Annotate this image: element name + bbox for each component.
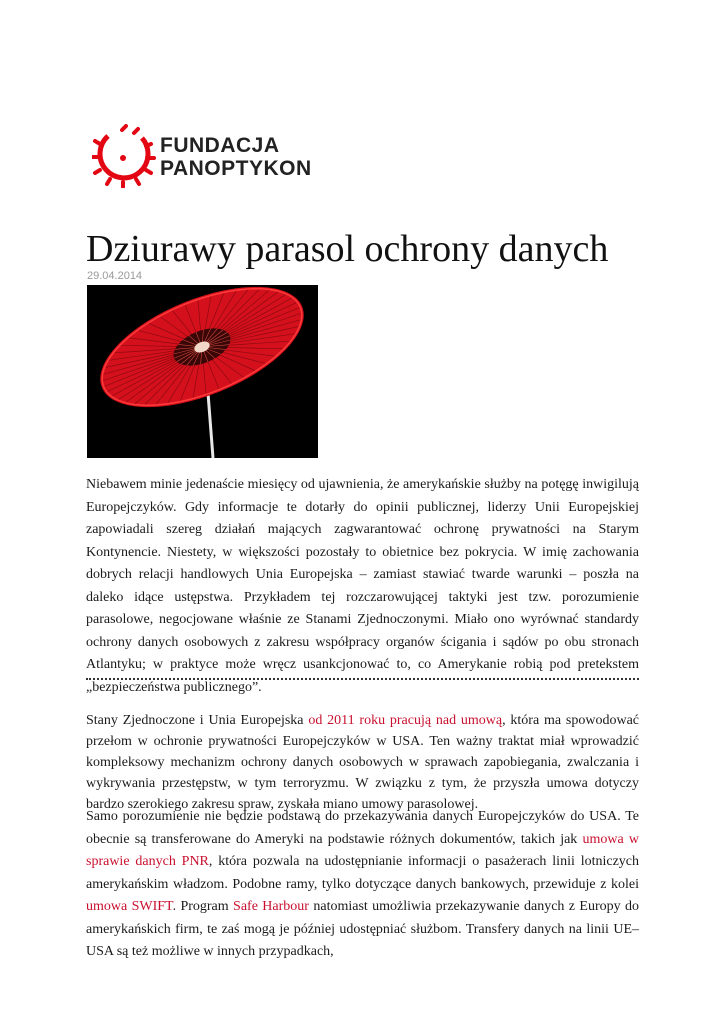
article-date: 29.04.2014 bbox=[87, 270, 143, 282]
p3-text-1: Samo porozumienie nie będzie podstawą do przekazywania danych Europejczyków do USA. Te obecnie są transferowane do Ameryki na podstawie różnych dokumentów, takich jak bbox=[86, 809, 639, 847]
link-umowa-swift[interactable]: umowa SWIFT bbox=[86, 899, 173, 914]
link-umowa-2011[interactable]: od 2011 roku pracują nad umową bbox=[308, 713, 503, 728]
p3-text-3: . Program bbox=[172, 899, 234, 914]
p2-text-after: , która ma spowodować przełom w ochronie prywatności Europejczyków w USA. Ten ważny traktat miał wprowadzić kompleksowy mechanizm ochrony danych osobowych w sprawach zapobiegania, zwalczania i wykrywania przestępstw, w tym terroryzmu. W związku z tym, że przyszła umowa dotyczy bardzo szerokiego zakresu spraw, zyskała miano umowy parasolowej. bbox=[86, 713, 639, 812]
link-safe-harbour[interactable]: Safe Harbour bbox=[233, 899, 309, 914]
paragraph-2 bbox=[86, 710, 639, 815]
logo-wordmark bbox=[160, 134, 312, 180]
article-title: Dziurawy parasol ochrony danych bbox=[86, 228, 609, 270]
paragraph-3 bbox=[86, 806, 639, 964]
dotted-separator bbox=[86, 678, 639, 680]
link-umowa-pnr[interactable]: umowa w sprawie danych PNR bbox=[86, 831, 639, 869]
red-parasol-photo-icon bbox=[87, 285, 318, 458]
panoptykon-mark-icon bbox=[92, 124, 156, 188]
logo-line-1: FUNDACJA bbox=[160, 134, 280, 157]
article-photo bbox=[87, 285, 318, 458]
logo-line-2: PANOPTYKON bbox=[160, 157, 312, 180]
p3-text-4: natomiast umożliwia przekazywanie danych z Europy do amerykańskich firm, te zaś mogą je później udostępniać służbom. Transfery danych na linii UE–USA są też możliwe w innych przypadkach, bbox=[86, 899, 639, 959]
p2-text-before: Stany Zjednoczone i Unia Europejska bbox=[86, 713, 309, 728]
paragraph-1: Niebawem minie jedenaście miesięcy od ujawnienia, że amerykańskie służby na potęgę inwigilują Europejczyków. Gdy informacje te dotarły do opinii publicznej, liderzy Unii Europejskiej zapowiadali szereg działań mających zagwarantować ochronę prywatności na Starym Kontynencie. Niestety, w większości pozostały to obietnice bez pokrycia. W imię zachowania dobrych relacji handlowych Unia Europejska – zamiast stawiać twarde warunki – poszła na daleko idące ustępstwa. Przykładem tej rozczarowującej taktyki jest tzw. porozumienie parasolowe, negocjowane właśnie ze Stanami Zjednoczonymi. Miało ono wyrównać standardy ochrony danych osobowych z zakresu współpracy organów ścigania i sądów po obu stronach Atlantyku; w praktyce może wręcz usankcjonować to, co Amerykanie robią pod pretekstem „bezpieczeństwa publicznego”. bbox=[86, 477, 639, 695]
p3-text-2: , która pozwala na udostępnianie informacji o pasażerach linii lotniczych amerykańskim władzom. Podobne ramy, tylko dotyczące danych bankowych, przewiduje z kolei bbox=[86, 854, 640, 892]
panoptykon-logo[interactable] bbox=[92, 124, 332, 194]
